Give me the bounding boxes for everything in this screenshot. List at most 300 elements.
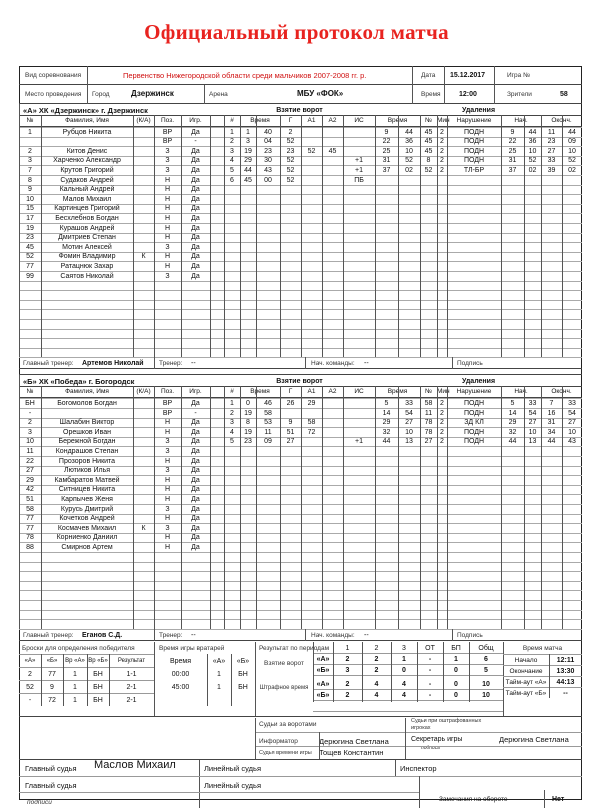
penalty-cell: 02	[405, 166, 413, 174]
player-position: З	[165, 272, 170, 280]
penalty-cell: 54	[405, 409, 413, 417]
shootout-cell: БН	[93, 683, 103, 691]
penalty-cell: 14	[382, 409, 391, 417]
player-name: Космачев Михаил	[57, 524, 117, 532]
goal-cell: 23	[286, 147, 295, 155]
goal-judge-label: Судьи за воротами	[259, 720, 317, 728]
penalty-cell: 27	[405, 419, 413, 427]
penalty-cell: 58	[424, 399, 433, 407]
player-position: З	[165, 438, 170, 446]
match-time-title: Время матча	[522, 644, 563, 652]
goal-cell: 2	[288, 128, 293, 136]
penalty-cell: 27	[424, 438, 433, 446]
grid-line-h	[19, 640, 582, 641]
player-number: 42	[26, 486, 34, 494]
player-played: Да	[191, 224, 200, 232]
penalty-cell: 45	[424, 138, 433, 146]
penalty-cell: 02	[528, 166, 537, 174]
chief-name: --	[364, 360, 369, 368]
player-position: Н	[164, 515, 171, 523]
goal-cell: 26	[286, 399, 295, 407]
player-number: 77	[26, 262, 34, 270]
column-header-g-no: #	[230, 117, 234, 124]
coach-label: Главный тренер:	[23, 631, 74, 639]
period-penalty-cell: 2	[345, 680, 350, 688]
grid-line-v	[343, 115, 344, 357]
player-position: З	[165, 505, 170, 513]
penalty-cell: 25	[382, 147, 391, 155]
period-penalty-cell: -	[428, 691, 432, 699]
grid-line-v	[154, 357, 155, 369]
competition-value: Первенство Нижегородской области среди мальчиков 2007-2008 гг. р.	[123, 71, 367, 80]
column-header-no: №	[26, 388, 34, 396]
grid-line-h	[313, 653, 503, 654]
informer-name: Дерюгина Светлана	[319, 736, 389, 746]
goalie-time-cell: 00:00	[171, 670, 190, 678]
player-number: 11	[26, 447, 34, 455]
player-played: Да	[191, 467, 200, 475]
player-position: Н	[164, 428, 171, 436]
penalty-cell: 10	[528, 428, 537, 436]
penalty-cell: 44	[568, 128, 576, 136]
period-goal-cell: «Б»	[316, 666, 330, 674]
column-header-no: №	[26, 117, 34, 124]
penalty-cell: 14	[508, 409, 517, 417]
grid-line-h	[19, 716, 582, 717]
period-penalty-cell: 4	[402, 691, 406, 699]
linesman-label: Линейный судья	[204, 763, 262, 773]
player-number: 17	[26, 214, 34, 222]
player-number: 78	[26, 534, 34, 542]
penalty-cell: 43	[568, 438, 576, 446]
spectators-label: Зрители	[507, 91, 532, 98]
periods-header: ОТ	[425, 644, 435, 652]
penalty-cell: 8	[426, 157, 431, 165]
shootout-cell: 1-1	[126, 670, 137, 678]
header-row-place	[19, 85, 582, 104]
shootout-header: Вр «А»	[65, 657, 85, 664]
penalty-cell: ПОДН	[463, 399, 485, 407]
grid-line-v	[87, 654, 88, 706]
grid-line-h	[503, 665, 582, 666]
goal-cell: 29	[244, 157, 252, 165]
grid-line-v	[199, 760, 200, 808]
goalie-time-header: «Б»	[236, 657, 250, 665]
player-name: Крутов Григорий	[60, 166, 114, 174]
grid-line-v	[313, 642, 314, 702]
player-number: -	[28, 409, 32, 417]
secretary-name: Дерюгина Светлана	[499, 734, 569, 744]
player-name: Шалабин Виктор	[59, 419, 115, 427]
player-position: З	[165, 166, 170, 174]
grid-line-v	[255, 718, 256, 760]
column-header-g-a1: А1	[307, 117, 316, 124]
grid-line-v	[549, 654, 550, 698]
penalty-cell: 31	[547, 419, 556, 427]
penalty-cell: 27	[528, 419, 537, 427]
grid-line-v	[322, 386, 323, 628]
player-played: Да	[191, 524, 200, 532]
goals-title: Взятие ворот	[276, 107, 323, 114]
referee2-label: Главный судья	[25, 780, 77, 790]
penalty-cell: 13	[405, 438, 413, 446]
player-name: Кочетков Андрей	[59, 515, 115, 523]
column-header-p-time: Время	[387, 388, 408, 396]
grid-line-v	[544, 790, 545, 808]
period-goal-cell: 2	[374, 655, 379, 663]
goalie-time-cell: БН	[238, 683, 248, 691]
player-number: 29	[26, 476, 34, 484]
grid-line-v	[109, 654, 110, 706]
player-name: Орешков Иван	[63, 428, 111, 436]
penalty-cell: 52	[405, 157, 413, 165]
penalty-cell: 33	[568, 399, 576, 407]
grid-line-v	[452, 357, 453, 369]
grid-line-h	[19, 357, 582, 358]
remarks-value: Нет	[552, 795, 565, 803]
goal-cell: 3	[230, 419, 234, 427]
coach-name: Еганов С.Д.	[82, 631, 123, 639]
player-number: 2	[28, 147, 32, 155]
grid-line-v	[63, 654, 64, 706]
player-played: Да	[191, 447, 200, 455]
goal-cell: 40	[264, 128, 272, 136]
column-header-name: Фамилия, Имя	[65, 117, 109, 124]
goal-cell: 2	[230, 138, 234, 146]
column-header-p-no: №	[425, 388, 432, 396]
player-number: 2	[28, 419, 32, 427]
penalty-cell: ПОДН	[463, 138, 485, 146]
goal-cell: 00	[264, 176, 272, 184]
player-name: Китов Денис	[66, 147, 108, 155]
period-goal-cell: 1	[454, 655, 458, 663]
penalty-cell: 2	[440, 438, 444, 446]
penalty-cell: ПОДН	[463, 147, 485, 155]
column-header-pos: Поз.	[161, 388, 174, 396]
grid-line-v	[469, 642, 470, 702]
goal-cell: 1	[230, 128, 234, 136]
shootout-cell: 1	[73, 696, 77, 704]
goal-cell: +1	[355, 157, 363, 165]
chief-name: --	[364, 631, 369, 639]
player-position: ВР	[162, 409, 173, 417]
penalty-cell: ЗД КЛ	[464, 419, 484, 427]
player-played: Да	[191, 419, 200, 427]
column-header-ka: (К/А)	[136, 388, 151, 396]
grid-line-v	[319, 732, 320, 760]
goal-cell: 9	[288, 419, 293, 427]
player-played: -	[194, 409, 197, 417]
match-time-value: 12:11	[556, 656, 575, 664]
periods-header: БП	[451, 644, 461, 652]
grid-line-v	[333, 642, 334, 702]
goal-cell: 45	[328, 147, 337, 155]
shootout-cell: БН	[93, 696, 103, 704]
grid-line-v	[343, 386, 344, 628]
penalty-cell: ПОДН	[463, 157, 485, 165]
period-penalty-cell: 0	[454, 691, 458, 699]
penalty-cell: 33	[547, 157, 556, 165]
goal-cell: 30	[264, 157, 272, 165]
penalties-title: Удаления	[461, 378, 496, 386]
column-header-p-end: Оконч.	[551, 117, 572, 124]
shootout-cell: 9	[50, 683, 54, 691]
secretary-sub: подпись	[421, 744, 440, 751]
period-penalty-cell: 0	[454, 680, 458, 688]
penalty-cell: 10	[528, 147, 537, 155]
player-position: З	[165, 147, 170, 155]
player-name: Малов Михаил	[62, 195, 112, 203]
player-number: 3	[28, 428, 32, 436]
grid-line-v	[395, 760, 396, 776]
penalty-cell: 5	[510, 399, 515, 407]
column-header-p-min: Мин	[437, 117, 450, 124]
grid-line-v	[41, 654, 42, 706]
goal-cell: 3	[230, 147, 234, 155]
penalty-cell: 39	[547, 166, 556, 174]
grid-line-v	[417, 642, 418, 702]
player-position: Н	[164, 486, 171, 494]
player-played: Да	[191, 147, 200, 155]
player-name: Корниенко Даниил	[56, 534, 118, 542]
player-played: Да	[191, 428, 200, 436]
shootout-cell: -	[28, 696, 32, 704]
column-header-g-a1: А1	[307, 388, 316, 396]
column-header-p-reason: Нарушение	[456, 388, 492, 396]
period-goal-cell: 6	[484, 655, 488, 663]
shootout-cell: 77	[48, 670, 56, 678]
grid-line-h	[503, 687, 582, 688]
goal-cell: 8	[246, 419, 250, 427]
player-number: 58	[26, 505, 34, 513]
player-name: Камбаратов Матвей	[54, 476, 120, 484]
player-position: З	[165, 524, 170, 532]
column-header-g-is: ИС	[354, 117, 364, 124]
grid-line-h	[313, 689, 503, 690]
column-header-p-end: Оконч.	[551, 388, 572, 396]
player-played: Да	[191, 166, 200, 174]
penalty-cell: 54	[568, 409, 576, 417]
period-penalty-cell: 10	[482, 680, 490, 688]
match-time-value: 13:30	[556, 667, 575, 675]
period-penalty-cell: 2	[345, 691, 350, 699]
grid-line-v	[154, 642, 155, 716]
player-position: Н	[164, 214, 171, 222]
time-value: 12:00	[459, 91, 477, 98]
penalty-cell: 33	[405, 399, 413, 407]
penalties-title: Удаления	[461, 107, 496, 114]
signature-label: Подпись	[457, 631, 483, 639]
player-name: Курусь Дмитрий	[60, 505, 114, 513]
coach-label: Главный тренер:	[23, 360, 74, 368]
signatures-label: подписи	[27, 798, 52, 806]
player-number: 51	[26, 495, 34, 503]
goal-cell: +1	[355, 166, 363, 174]
goal-cell: 52	[286, 157, 295, 165]
penalty-cell: 29	[382, 419, 391, 427]
player-name: Кондрашов Степан	[55, 447, 119, 455]
player-position: Н	[164, 495, 171, 503]
date-value: 15.12.2017	[450, 72, 486, 79]
goal-cell: 52	[286, 138, 295, 146]
penalty-cell: 2	[440, 128, 444, 136]
player-number: 3	[28, 157, 32, 165]
column-header-pos: Поз.	[161, 117, 174, 124]
grid-line-v	[419, 776, 420, 808]
grid-line-v	[154, 629, 155, 641]
player-position: З	[165, 467, 170, 475]
grid-line-v	[452, 629, 453, 641]
trainer-label: Тренер:	[159, 360, 183, 368]
penalty-cell: 7	[549, 399, 554, 407]
penalty-cell: 16	[547, 409, 556, 417]
timer-name: Тощев Константин	[319, 747, 384, 757]
goal-cell: 53	[264, 419, 272, 427]
goal-cell: 5	[230, 166, 234, 174]
penalty-cell: 10	[568, 428, 576, 436]
player-played: -	[194, 138, 197, 146]
penalty-cell: 09	[568, 138, 576, 146]
column-header-g-time: Время	[250, 388, 270, 396]
penalty-cell: 33	[528, 399, 537, 407]
penalty-cell: ПОДН	[463, 128, 485, 136]
competition-label: Вид соревнования	[25, 72, 82, 79]
column-header-p-start: Нач.	[514, 117, 528, 124]
grid-line-v	[210, 115, 211, 357]
player-played: Да	[191, 214, 200, 222]
arena-label: Арена	[209, 91, 228, 98]
column-header-played: Игр.	[189, 388, 202, 396]
goal-cell: 52	[307, 147, 316, 155]
periods-goals-label: Взятие ворот	[264, 659, 304, 667]
player-position: Н	[164, 234, 171, 242]
goals-title: Взятие ворот	[276, 378, 323, 386]
secretary-label: Секретарь игры	[411, 735, 463, 743]
period-penalty-cell: «Б»	[316, 691, 330, 699]
grid-line-h	[503, 654, 582, 655]
column-header-g-g: Г	[288, 117, 293, 124]
penalty-cell: 10	[405, 147, 413, 155]
player-played: Да	[191, 543, 200, 551]
timer-label: Судья времени игры	[259, 749, 312, 756]
place-label: Место проведения	[25, 91, 82, 98]
penalty-cell: 32	[382, 428, 391, 436]
player-position: Н	[164, 195, 171, 203]
player-position: ВР	[162, 138, 173, 146]
shootout-header: «А»	[24, 657, 36, 664]
goal-cell: 1	[246, 128, 250, 136]
player-position: З	[165, 447, 170, 455]
penalty-cell: 11	[424, 409, 433, 417]
goal-cell: 19	[244, 428, 252, 436]
penalty-cell: 2	[440, 399, 444, 407]
period-goal-cell: 5	[484, 666, 488, 674]
goal-cell: 19	[244, 147, 252, 155]
game-label: Игра №	[507, 72, 531, 79]
grid-line-v	[305, 357, 306, 369]
player-name: Саятов Николай	[60, 272, 114, 280]
goal-cell: 04	[264, 138, 272, 146]
penalty-cell: 23	[547, 138, 556, 146]
match-time-label: Тайм-аут «Б»	[505, 689, 547, 697]
match-time-label: Окончание	[509, 667, 543, 675]
player-name: Дмитриев Степан	[58, 234, 116, 242]
grid-line-v	[133, 386, 134, 628]
penalty-cell: 45	[424, 147, 433, 155]
player-played: Да	[191, 495, 200, 503]
player-position: З	[165, 157, 170, 165]
penalty-cell: 22	[508, 138, 517, 146]
penalty-cell: 10	[568, 147, 576, 155]
goal-cell: 1	[230, 399, 234, 407]
grid-line-h	[313, 664, 503, 665]
period-goal-cell: -	[428, 666, 432, 674]
penalty-cell: ТЛ-БР	[463, 166, 485, 174]
period-penalty-cell: 4	[374, 691, 379, 699]
grid-line-v	[210, 386, 211, 628]
player-played: Да	[191, 262, 200, 270]
player-played: Да	[191, 195, 200, 203]
inspector-label: Инспектор	[400, 763, 437, 773]
player-name: Богомолов Богдан	[57, 399, 117, 407]
goal-cell: 52	[286, 166, 295, 174]
grid-line-h	[19, 629, 582, 630]
penalty-cell: 44	[382, 438, 391, 446]
player-number: 1	[28, 128, 32, 136]
player-name: Бесхлебнов Богдан	[55, 214, 119, 222]
shootout-cell: 1	[73, 683, 77, 691]
player-played: Да	[191, 476, 200, 484]
player-number: 23	[26, 234, 34, 242]
trainer-name: --	[191, 360, 196, 368]
player-name: Фомин Владимир	[58, 253, 116, 261]
column-header-g-a2: А2	[328, 388, 337, 396]
penalty-judge-label: Судьи при оштрафованных игроках	[411, 717, 482, 731]
goalie-time-title: Время игры вратарей	[159, 644, 225, 652]
grid-line-h	[313, 711, 503, 712]
column-header-g-no: #	[230, 388, 234, 396]
penalty-cell: 29	[508, 419, 517, 427]
player-name: Карпычев Женя	[61, 495, 113, 503]
penalty-cell: 52	[424, 166, 433, 174]
match-time-label: Начало	[514, 656, 538, 664]
penalty-cell: 37	[382, 166, 391, 174]
player-name: Ратацнюк Захар	[60, 262, 114, 270]
player-position: З	[165, 243, 170, 251]
player-name: Судаков Андрей	[60, 176, 114, 184]
column-header-p-min: Мин	[437, 388, 450, 396]
player-name: Ситницев Никита	[58, 486, 116, 494]
penalty-cell: 44	[508, 438, 517, 446]
grid-line-h	[19, 368, 582, 369]
player-name: Лютиков Илья	[63, 467, 111, 475]
goal-cell: 4	[230, 428, 234, 436]
column-header-p-time: Время	[387, 117, 408, 124]
player-number: 45	[26, 243, 34, 251]
match-time-value: --	[563, 689, 568, 697]
player-played: Да	[191, 176, 200, 184]
goal-cell: 23	[244, 438, 252, 446]
player-number: 27	[26, 467, 34, 475]
player-played: Да	[191, 438, 200, 446]
period-goal-cell: 3	[345, 666, 350, 674]
grid-line-h	[255, 732, 582, 733]
player-name: Харченко Александр	[53, 157, 121, 165]
player-position: ВР	[162, 128, 173, 136]
goal-cell: 4	[230, 157, 234, 165]
periods-header: 3	[402, 644, 406, 652]
goalie-time-header: Время	[169, 657, 192, 665]
